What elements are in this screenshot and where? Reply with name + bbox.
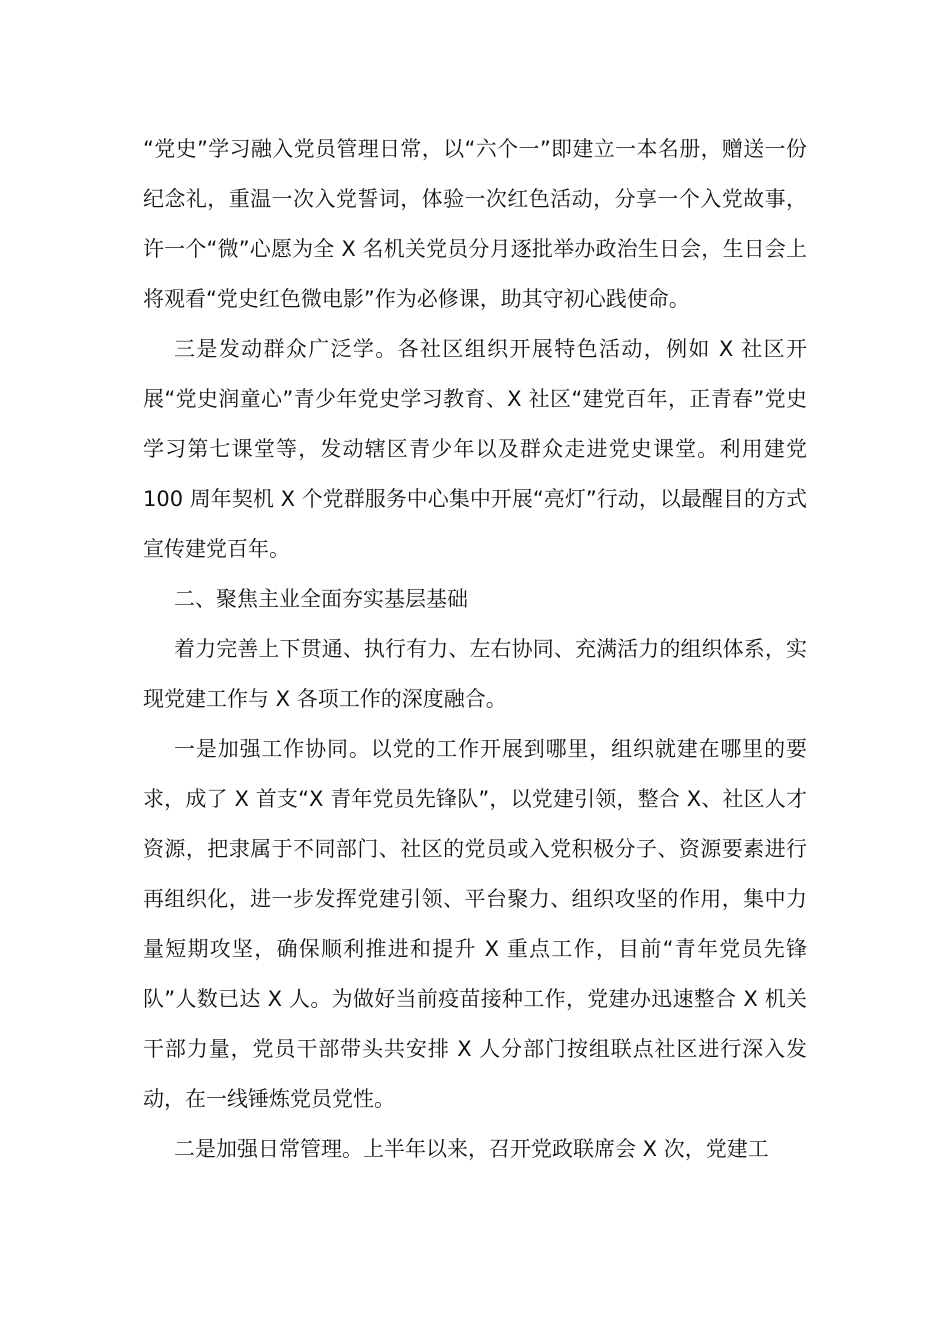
paragraph-mobilize-masses: 三是发动群众广泛学。各社区组织开展特色活动，例如 X 社区开展“党史润童心”青少年党史学习教育、X 社区“建党百年，正青春”党史学习第七课堂等，发动辖区青少年以及群众走进党史课堂。利用建党 100 周年契机 X 个党群服务中心集中开展“亮灯”行动，以最醒目的方式宣传建党百年。 [143, 337, 807, 561]
paragraph-work-coordination: 一是加强工作协同。以党的工作开展到哪里，组织就建在哪里的要求，成了 X 首支“X 青年党员先锋队”，以党建引领，整合 X、社区人才资源，把隶属于不同部门、社区的党员或入党积极分子、资源要素进行再组织化，进一步发挥党建引领、平台聚力、组织攻坚的作用，集中力量短期攻坚，确保顺利推进和提升 X 重点工作，目前“青年党员先锋队”人数已达 X 人。为做好当前疫苗接种工作，党建办迅速整合 X 机关干部力量，党员干部带头共安排 X 人分部门按组联点社区进行深入发动，在一线锤炼党员党性。 [143, 737, 807, 1111]
paragraph-party-history-birthday: “党史”学习融入党员管理日常，以“六个一”即建立一本名册，赠送一份纪念礼，重温一次入党誓词，体验一次红色活动，分享一个入党故事，许一个“微”心愿为全 X 名机关党员分月逐批举办政治生日会，生日会上将观看“党史红色微电影”作为必修课，助其守初心践使命。 [143, 137, 807, 311]
paragraph-organization-system: 着力完善上下贯通、执行有力、左右协同、充满活力的组织体系，实现党建工作与 X 各项工作的深度融合。 [143, 637, 807, 711]
paragraph-daily-management: 二是加强日常管理。上半年以来，召开党政联席会 X 次，党建工 [174, 1137, 769, 1161]
document-body [143, 124, 807, 1174]
section-heading-grassroots: 二、聚焦主业全面夯实基层基础 [174, 587, 468, 611]
